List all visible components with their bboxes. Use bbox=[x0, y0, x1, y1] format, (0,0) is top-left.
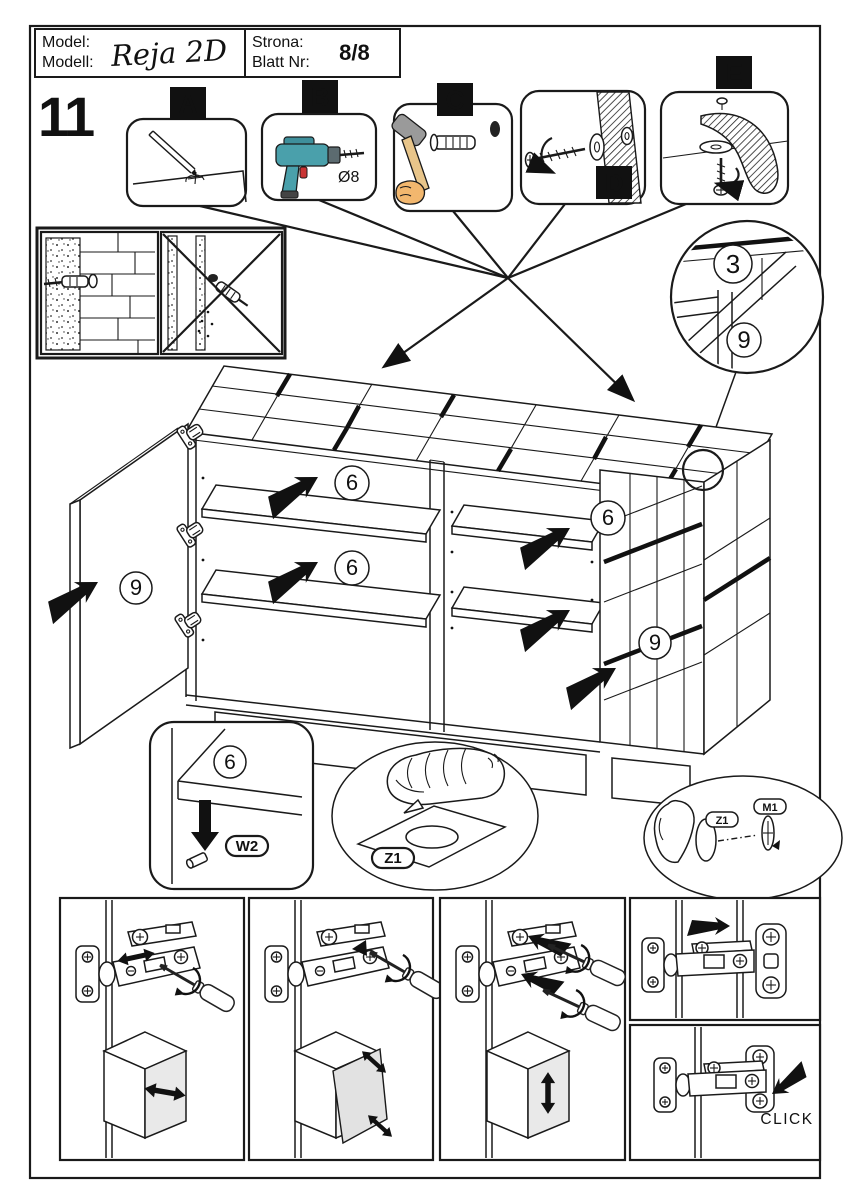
right-door-label: 9 bbox=[648, 630, 662, 655]
cube-height-adjust-icon bbox=[487, 1032, 569, 1138]
tool-callout-d bbox=[521, 91, 645, 204]
click-text: CLICK bbox=[760, 1111, 814, 1128]
sticker-cover-detail bbox=[644, 776, 842, 900]
shelf-label-3: 6 bbox=[601, 505, 615, 530]
shelf-label-1: 6 bbox=[345, 470, 359, 495]
shelf-pin-part-label: W2 bbox=[235, 838, 259, 855]
mounting-plate-icon bbox=[756, 924, 786, 998]
tool-d-label: D bbox=[604, 168, 624, 198]
hinge-panel-2 bbox=[249, 898, 450, 1160]
drill-diameter-label: Ø8 bbox=[338, 169, 360, 186]
tool-callout-e bbox=[661, 56, 788, 204]
hinge-panel-4 bbox=[630, 898, 820, 1020]
tool-a-label: A bbox=[178, 89, 198, 119]
tool-callout-c bbox=[390, 83, 512, 211]
tool-b-label: B bbox=[310, 82, 330, 112]
hollow-wall-not-allowed-icon bbox=[161, 232, 282, 354]
cover-screw-label: M1 bbox=[762, 802, 778, 814]
page-number: 8/8 bbox=[339, 40, 370, 65]
balloon-part-9: 9 bbox=[737, 327, 751, 354]
sticker-part-label: Z1 bbox=[384, 850, 402, 867]
step-number: 11 bbox=[38, 85, 94, 148]
cube-overlay-adjust-icon bbox=[295, 1032, 387, 1143]
tool-callout-b bbox=[262, 80, 376, 200]
model-header-box bbox=[34, 28, 246, 78]
model-label-de: Modell: bbox=[42, 54, 94, 71]
tool-callout-a bbox=[127, 87, 246, 206]
shelf-pin-shelf-label: 6 bbox=[224, 751, 236, 774]
model-label-pl: Model: bbox=[42, 34, 91, 51]
tool-pointer-lines bbox=[200, 200, 686, 399]
detail-balloon bbox=[671, 221, 823, 452]
hinge-panel-5 bbox=[630, 1025, 820, 1160]
page-label-pl: Strona: bbox=[252, 34, 304, 51]
tool-e-label: E bbox=[725, 58, 743, 88]
hinge-panel-3 bbox=[440, 898, 630, 1160]
left-door-label: 9 bbox=[129, 575, 143, 600]
sticker-apply-detail bbox=[332, 742, 538, 890]
page-label-de: Blatt Nr: bbox=[252, 54, 310, 71]
page-header-box bbox=[244, 28, 401, 78]
shelf-pin-detail bbox=[150, 722, 313, 889]
hinge-panel-1 bbox=[60, 898, 244, 1160]
balloon-part-3: 3 bbox=[725, 249, 741, 279]
tool-c-label: C bbox=[445, 85, 465, 115]
shelf-label-2: 6 bbox=[345, 555, 359, 580]
cube-side-adjust-icon bbox=[104, 1032, 186, 1138]
solid-wall-ok-icon bbox=[41, 232, 158, 354]
wall-type-note bbox=[37, 228, 285, 358]
model-name: Reja 2D bbox=[109, 32, 228, 74]
cover-sticker-label: Z1 bbox=[715, 815, 729, 827]
